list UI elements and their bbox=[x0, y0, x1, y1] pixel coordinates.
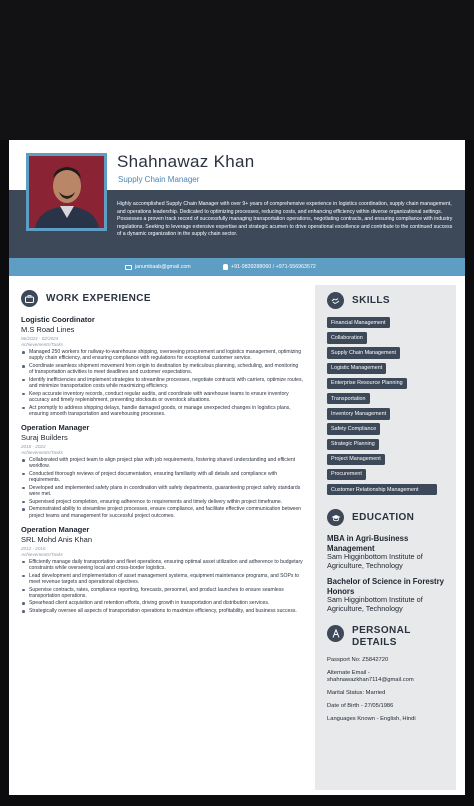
alternate-email: Alternate Email - shahnawazkhan7114@gmail.com bbox=[327, 670, 414, 684]
job-company: M.S Road Lines bbox=[21, 325, 75, 334]
job-bullet: Developed and implemented safety plans in coordination with safety departments, guaranteeing project safety standards were met. bbox=[21, 485, 303, 497]
skills-title: SKILLS bbox=[352, 295, 390, 306]
skills-heading bbox=[327, 292, 446, 309]
job-bullet: Keep accurate inventory records, conduct regular audits, and coordinate with warehouse teams to ensure inventory accuracy and timely replenishment, preventing stockouts or overstock situations. bbox=[21, 391, 303, 403]
sidebar-panel bbox=[315, 285, 456, 790]
skill-tag: Customer Relationship Management bbox=[327, 484, 437, 495]
job-company: Suraj Builders bbox=[21, 432, 68, 442]
top-background bbox=[0, 0, 474, 140]
person-icon bbox=[327, 625, 344, 642]
job-bullet: Supervised project completion, ensuring adherence to requirements and timely delivery within project timeframe. bbox=[21, 499, 303, 505]
resume-page bbox=[9, 140, 465, 795]
email-text: janumbaab@gmail.com bbox=[135, 264, 191, 270]
education-title: EDUCATION bbox=[352, 512, 415, 524]
skill-tag: Inventory Management bbox=[327, 408, 390, 419]
education-degree: MBA in Agri-Business Management bbox=[327, 534, 409, 553]
profile-photo bbox=[26, 153, 107, 231]
graduation-cap-icon bbox=[327, 509, 344, 526]
job-bullet: Coordinate seamless shipment movement from origin to destination by meticulous planning, scheduling, and monitoring of transportation activities to meet deadlines and customer expectations. bbox=[21, 363, 303, 375]
job-bullet: Supervise contracts, rates, compliance reporting, forecasts, personnel, and product launches to ensure seamless transportation operations. bbox=[21, 587, 303, 599]
job-bullet: Collaborated with project team to align project plan with job requirements, fostering shared understanding and efficient workflow. bbox=[21, 457, 303, 469]
candidate-role: Supply Chain Manager bbox=[118, 175, 200, 184]
job-dates: 2012 - 2016 bbox=[21, 545, 46, 551]
skill-tag: Transportation bbox=[327, 393, 370, 404]
marital-status: Marital Status: Married bbox=[327, 690, 386, 697]
achievements-label: Achievements/Tasks bbox=[21, 551, 63, 557]
skill-tag: Project Management bbox=[327, 454, 385, 465]
education-school: Sam Higginbottom Institute of Agriculture, Technology bbox=[327, 552, 423, 570]
languages-known: Languages Known - English, Hindi bbox=[327, 716, 416, 723]
job-bullet: Strategically oversee all aspects of transportation operations to maximize efficiency, profitability, and business success. bbox=[21, 608, 303, 614]
contact-bar bbox=[9, 258, 465, 276]
job-dates: 2018 - 2022 bbox=[21, 443, 46, 449]
job-title: Operation Manager bbox=[21, 524, 90, 534]
job-bullet: Lead development and implementation of asset management systems, equipment maintenance programs, and SOPs to meet revenue targets and operational objectives. bbox=[21, 573, 303, 585]
briefcase-icon bbox=[21, 290, 38, 307]
job-bullets bbox=[21, 559, 303, 615]
job-entry bbox=[21, 423, 303, 519]
job-bullets bbox=[21, 457, 303, 519]
passport-number: Passport No: Z5842720 bbox=[327, 657, 389, 664]
education-entry bbox=[327, 534, 446, 570]
phone-icon bbox=[223, 264, 228, 270]
skill-tag: Enterprise Resource Planning bbox=[327, 378, 407, 389]
job-bullets bbox=[21, 349, 303, 417]
date-of-birth: Date of Birth - 27/05/1986 bbox=[327, 703, 394, 710]
skills-list bbox=[327, 317, 446, 495]
job-bullet: Identify inefficiencies and implement strategies to streamline processes, negotiate contracts with carriers, optimize routes, and minimize transportation costs while maximizing efficiency. bbox=[21, 377, 303, 389]
work-experience-title: WORK EXPERIENCE bbox=[46, 293, 151, 304]
email-contact[interactable] bbox=[125, 264, 191, 270]
job-bullet: Demonstrated ability to streamline project processes, ensure compliance, and facilitate effective communication between project teams and management for successful project outcomes. bbox=[21, 506, 303, 518]
job-entry bbox=[21, 315, 303, 417]
skill-tag: Strategic Planning bbox=[327, 439, 379, 450]
job-title: Operation Manager bbox=[21, 422, 90, 432]
job-bullet: Conducted thorough reviews of project documentation, ensuring familiarity with all details and compliance with requirements. bbox=[21, 471, 303, 483]
achievements-label: Achievements/Tasks bbox=[21, 342, 63, 347]
education-heading bbox=[327, 509, 446, 526]
summary-text: Highly accomplished Supply Chain Manager with over 9+ years of comprehensive experience in logistics coordination, supply chain management, and operations leadership. Dedicated to optimizing processes, reducing costs, and enhancing efficiency within diverse organizational settings. Possesses a proven track record of successfully managing transportation operations, negotiating contracts, and ensuring compliance with industry regulations. Seeking to leverage extensive expertise and strategic acumen to drive operational excellence and contribute to the continued success of a dynamic organization in the supply chain sector. bbox=[117, 201, 453, 238]
candidate-name: Shahnawaz Khan bbox=[117, 152, 255, 171]
job-bullet: Efficiently manage daily transportation and fleet operations, ensuring optimal asset utilization and adherence to budgetary constraints while overseeing local and cross-border logistics. bbox=[21, 559, 303, 571]
education-entry bbox=[327, 577, 446, 613]
skill-tag: Safety Compliance bbox=[327, 423, 380, 434]
job-bullet: Act promptly to address shipping delays, handle damaged goods, or manage unexpected changes in logistics plans, ensuring smooth transportation and warehousing processes. bbox=[21, 405, 303, 417]
job-bullet: Managed 250 workers for railway-to-warehouse shipping, overseeing procurement and logistics management, optimizing supply chain efficiency, and ensuring compliance with regulations for exceptional customer service. bbox=[21, 349, 303, 361]
handshake-icon bbox=[327, 292, 344, 309]
phone-text: +91-9839288060 / +971-556963572 bbox=[231, 264, 316, 270]
education-degree: Bachelor of Science in Forestry Honors bbox=[327, 577, 444, 596]
phone-contact[interactable] bbox=[223, 264, 316, 270]
job-title: Logistic Coordinator bbox=[21, 315, 95, 324]
job-company: SRL Mohd Anis Khan bbox=[21, 534, 93, 544]
work-experience-heading bbox=[21, 290, 303, 307]
skill-tag: Collaboration bbox=[327, 332, 367, 343]
personal-details-title: PERSONAL DETAILS bbox=[352, 625, 411, 649]
personal-details-heading bbox=[327, 625, 446, 649]
job-entry bbox=[21, 525, 303, 615]
job-dates: 06/2023 - 02/2024 bbox=[21, 336, 59, 341]
education-school: Sam Higginbottom Institute of Agriculture, Technology bbox=[327, 595, 423, 613]
skill-tag: Supply Chain Management bbox=[327, 347, 400, 358]
mail-icon bbox=[125, 265, 132, 270]
job-bullet: Spearhead client acquisition and retention efforts, driving growth in transportation and distribution services. bbox=[21, 600, 303, 606]
skill-tag: Procurement bbox=[327, 469, 366, 480]
skill-tag: Logistic Management bbox=[327, 363, 386, 374]
work-experience-section bbox=[21, 290, 303, 620]
achievements-label: Achievements/Tasks bbox=[21, 449, 63, 455]
skill-tag: Financial Management bbox=[327, 317, 390, 328]
